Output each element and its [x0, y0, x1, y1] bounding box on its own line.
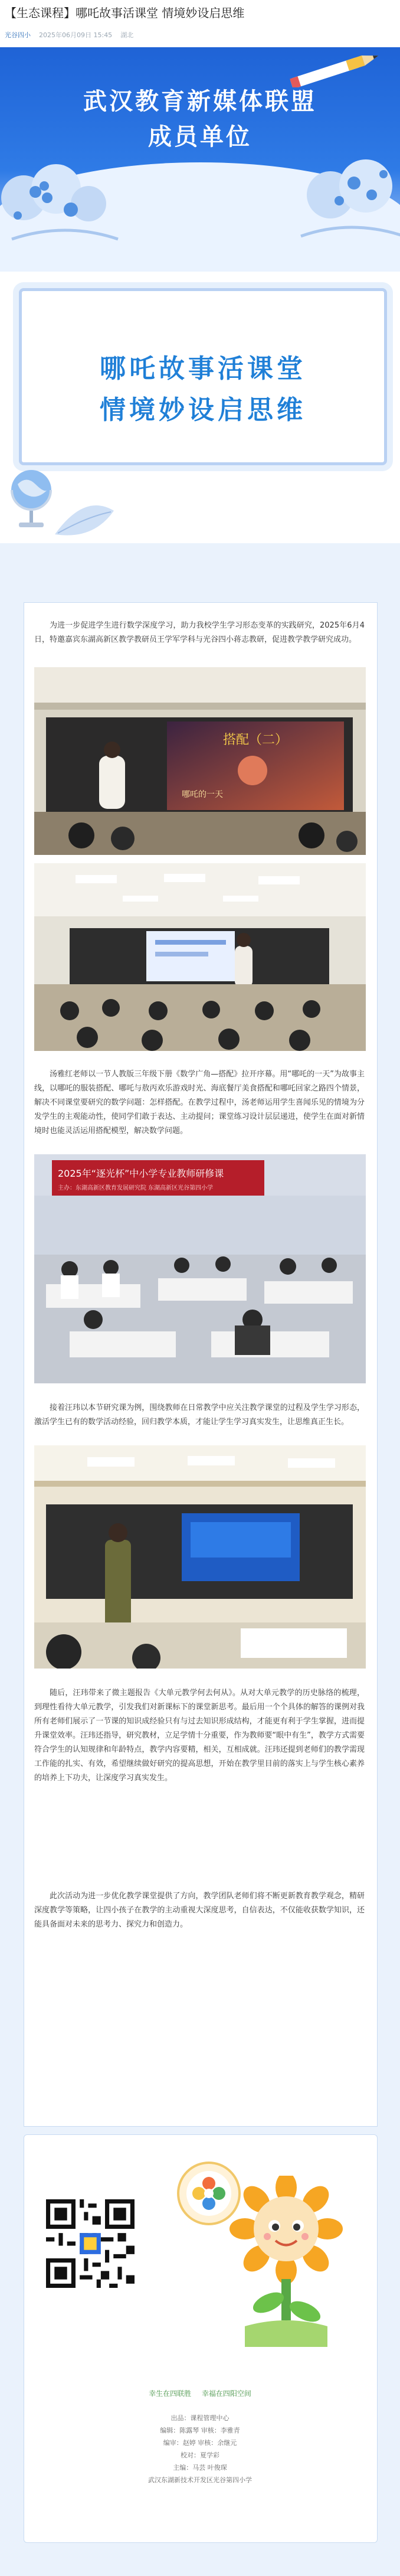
paragraph-lesson: 汤雅红老师以一节人教版三年级下册《数学广角—搭配》拉开序幕。用“哪吒的一天”为故事主线，以哪吒的服装搭配、哪吒与敖丙欢乐游戏时光、海底餐厅美食搭配和哪吒回家之路四个情景，解决不同课堂要研究的数学问题：怎样搭配。在教学过程中，汤老师运用学生喜闻乐见的情境为分发学生的主观能动性，使同学们敢于表达、主动提问；课堂练习设计层层递进，使学生在面对新情境时也能灵活运用搭配模型，解决数学问题。	[34, 1070, 365, 1135]
credit-line-school: 武汉东湖新技术开发区光谷第四小学	[148, 2476, 252, 2484]
paragraph-intro: 为进一步促进学生进行数学深度学习，助力我校学生学习形态变革的实践研究，2025年6月4日，特邀嘉宾东湖高新区教学教研员王学军学科与光谷四小蒋志教研，促进教学教学研究成功。	[34, 621, 365, 644]
article-title	[0, 0, 400, 24]
article-title-text: 【生态课程】哪吒故事活课堂 情境妙设启思维	[5, 5, 245, 20]
source-account-link[interactable]: 光谷四小	[5, 31, 31, 39]
paragraph-summary: 接着汪玮以本节研究课为例，围绕教师在日常教学中应关注教学课堂的过程及学生学习形态，激活学生已有的数学活动经验，回归教学本质，才能让学生学习真实发生，让思维真正生长。	[34, 1403, 365, 1426]
banner-title-line1: 武汉教育新媒体联盟	[83, 88, 317, 115]
qr-code-icon[interactable]	[46, 2199, 135, 2288]
topic-title-card	[19, 288, 387, 465]
topic-title-line2: 情境妙设启思维	[100, 395, 306, 425]
teacher-presenting-photo	[34, 1445, 366, 1669]
article-meta	[0, 27, 400, 43]
banner-subtext: 主办：东湖高新区教育发展研究院 东湖高新区光谷第四小学	[58, 1185, 214, 1191]
paragraph-closing: 此次活动为进一步优化教学课堂提供了方向，教学团队老师们将不断更新教育教学观念，精研深度教学等策略，让四小孩子在教学的主动重视大深度思考，自信表达，不仅能收获数学知识，还能具备面对未来的思考力、探究力和创造力。	[34, 1892, 365, 1929]
classroom-photo-2	[34, 863, 366, 1051]
credit-line-proofreader: 校对：夏学彩	[181, 2451, 219, 2459]
globe-icon	[6, 463, 57, 534]
publish-location: 湖北	[120, 31, 134, 39]
classroom-photo-1	[34, 667, 366, 855]
sunflower-mascot-icon	[227, 2176, 345, 2347]
footer-slogan: 幸生在四联胜 幸福在四阳空间	[149, 2389, 251, 2398]
banner-text: 2025年“逐光杯”中小学专业教师研修课	[58, 1168, 224, 1179]
header-banner	[0, 47, 400, 272]
footer-credits	[0, 2412, 400, 2486]
flower-cloud-decoration-right	[295, 151, 400, 245]
pen-icon	[277, 52, 389, 87]
screen-title: 搭配（二）	[223, 733, 288, 747]
leaf-decoration	[52, 499, 117, 540]
publish-date: 2025年06月09日 15:45	[39, 31, 113, 39]
topic-title-line1: 哪吒故事活课堂	[100, 354, 306, 384]
credit-line-chief-editor: 主编：马芸 叶俊琛	[173, 2464, 227, 2471]
screen-subtitle: 哪吒的一天	[182, 790, 223, 799]
credit-line-producer: 出品：课程管理中心	[171, 2414, 229, 2422]
flower-cloud-decoration-left	[0, 156, 130, 251]
credit-line-editor: 编辑：陈露琴 审核：李雅青	[160, 2427, 240, 2434]
research-session-photo	[34, 1154, 366, 1383]
credit-line-reviewer: 编审：赵婷 审核：余继元	[163, 2439, 237, 2447]
paragraph-report: 随后，汪玮带来了微主题报告《大单元教学何去何从》。从对大单元教学的历史脉络的梳理，到理性看待大单元教学，引发我们对新课标下的课堂新思考。最后用一个个具体的解答的课例对我所有老师们展示了一节课的知识成经验只有与过去知识形成结构，才能更有利于学生掌握，进而提升课堂效率。汪玮还指导，研究教材，立足学情十分重要，作为教师要“眼中有生”，教学方式需要符合学生的认知规律和年龄特点，教学内容要精，相关，互相成就。汪玮还提到老师们的教学需现工作能的扎实、有效，希望继续做好研究的提高思想，开始在教学里目前的落实上与学生核心素养的培养上下功夫，让深度学习真实发生。	[34, 1689, 365, 1782]
banner-title-line2: 成员单位	[148, 123, 252, 151]
